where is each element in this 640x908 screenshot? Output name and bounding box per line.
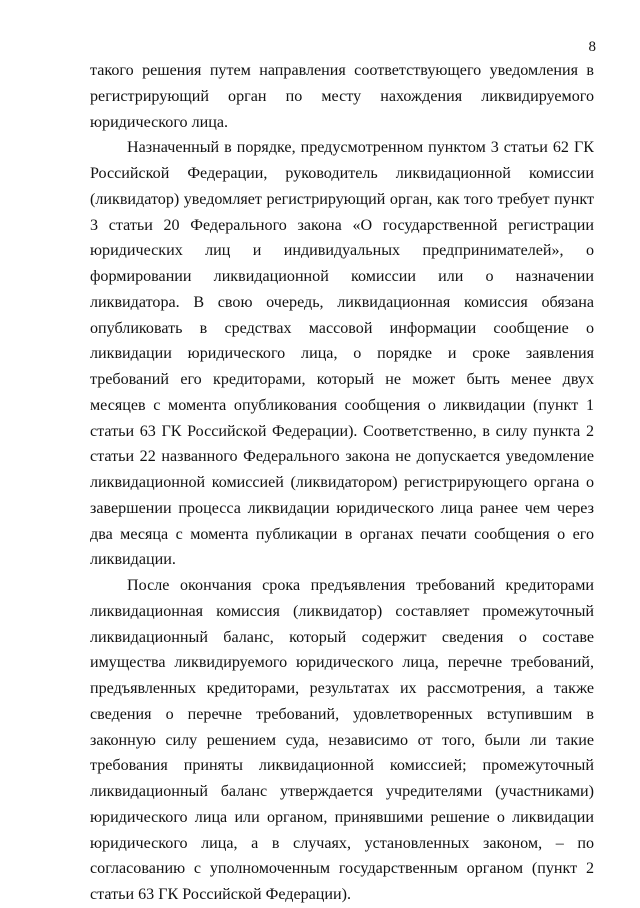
page-number: 8	[588, 39, 596, 55]
paragraph-liquidation-commission-notice: Назначенный в порядке, предусмотренном пунктом 3 статьи 62 ГК Российской Федерации, руководитель ликвидационной комиссии (ликвидатор) уведомляет регистрирующий орган, как того требует пункт 3 статьи 20 Федерального закона «О государственной регистрации юридических лиц и индивидуальных предпринимателей», о формировании ликвидационной комиссии или о назначении ликвидатора. В свою очередь, ликвидационная комиссия обязана опубликовать в средствах массовой информации сообщение о ликвидации юридического лица, о порядке и сроке заявления требований его кредиторами, который не может быть менее двух месяцев с момента опубликования сообщения о ликвидации (пункт 1 статьи 63 ГК Российской Федерации). Соответственно, в силу пункта 2 статьи 22 названного Федерального закона не допускается уведомление ликвидационной комиссией (ликвидатором) регистрирующего органа о завершении процесса ликвидации юридического лица ранее чем через два месяца с момента публикации в органах печати сообщения о его ликвидации.	[90, 139, 594, 569]
paragraph-continuation: такого решения путем направления соответствующего уведомления в регистрирующий орган по месту нахождения ликвидируемого юридического лица.	[90, 62, 594, 131]
document-body	[90, 58, 594, 908]
paragraph-interim-liquidation-balance: После окончания срока предъявления требований кредиторами ликвидационная комиссия (ликвидатор) составляет промежуточный ликвидационный баланс, который содержит сведения о составе имущества ликвидируемого юридического лица, перечне требований, предъявленных кредиторами, результатах их рассмотрения, а также сведения о перечне требований, удовлетворенных вступившим в законную силу решением суда, независимо от того, были ли такие требования приняты ликвидационной комиссией; промежуточный ликвидационный баланс утверждается учредителями (участниками) юридического лица или органом, принявшими решение о ликвидации юридического лица, а в случаях, установленных законом, – по согласованию с уполномоченным государственным органом (пункт 2 статьи 63 ГК Российской Федерации).	[90, 577, 594, 903]
